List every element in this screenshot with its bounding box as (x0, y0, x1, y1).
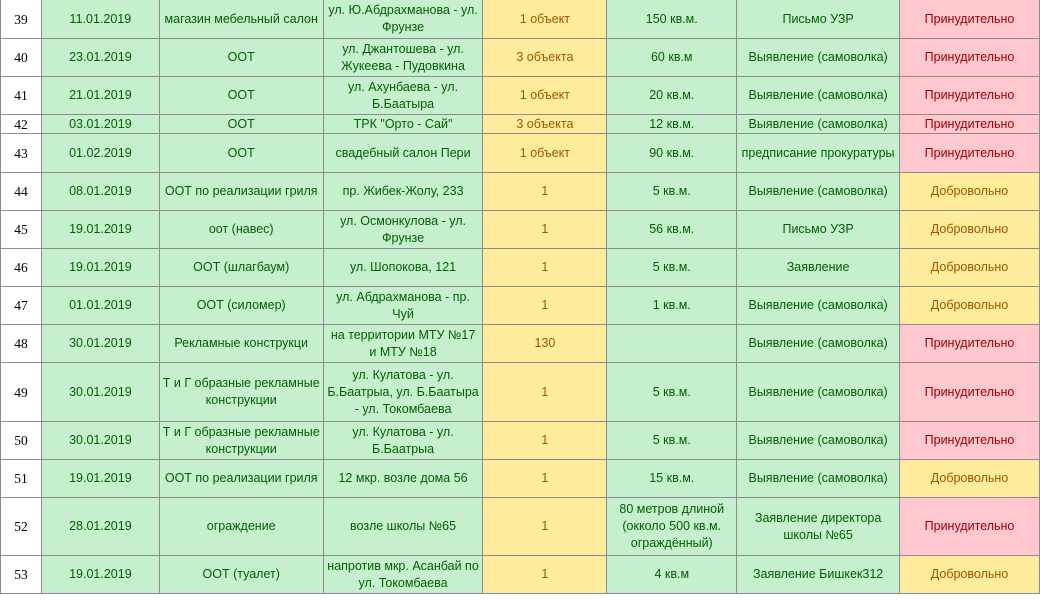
address-cell[interactable]: напротив мкр. Асанбай по ул. Токомбаева (323, 556, 483, 594)
quantity-cell[interactable]: 1 объект (483, 0, 607, 39)
object-cell[interactable]: Т и Г образные рекламные конструкции (159, 422, 323, 460)
address-cell[interactable]: ул. Ю.Абдрахманова - ул. Фрунзе (323, 0, 483, 39)
basis-cell[interactable]: Выявление (самоволка) (737, 325, 900, 363)
row-number[interactable]: 46 (1, 249, 42, 287)
table-row[interactable] (1, 498, 1040, 556)
quantity-cell[interactable]: 3 объекта (483, 115, 607, 134)
mode-cell[interactable]: Добровольно (900, 173, 1040, 211)
row-number[interactable]: 44 (1, 173, 42, 211)
date-cell[interactable]: 30.01.2019 (41, 422, 159, 460)
address-cell[interactable]: ул. Осмонкулова - ул. Фрунзе (323, 211, 483, 249)
table-row[interactable] (1, 556, 1040, 594)
area-cell[interactable]: 56 кв.м. (607, 211, 737, 249)
area-cell[interactable]: 4 кв.м (607, 556, 737, 594)
mode-cell[interactable]: Добровольно (900, 211, 1040, 249)
row-number[interactable]: 52 (1, 498, 42, 556)
date-cell[interactable]: 21.01.2019 (41, 77, 159, 115)
object-cell[interactable]: ООТ (туалет) (159, 556, 323, 594)
area-cell[interactable]: 5 кв.м. (607, 363, 737, 422)
quantity-cell[interactable]: 1 (483, 287, 607, 325)
quantity-cell[interactable]: 1 (483, 460, 607, 498)
area-cell[interactable]: 1 кв.м. (607, 287, 737, 325)
quantity-cell[interactable]: 1 (483, 211, 607, 249)
table-row[interactable] (1, 115, 1040, 134)
date-cell[interactable]: 11.01.2019 (41, 0, 159, 39)
date-cell[interactable]: 19.01.2019 (41, 211, 159, 249)
quantity-cell[interactable]: 1 (483, 556, 607, 594)
table-row[interactable] (1, 39, 1040, 77)
address-cell[interactable]: ТРК "Орто - Сай" (323, 115, 483, 134)
object-cell[interactable]: ООТ (шлагбаум) (159, 249, 323, 287)
date-cell[interactable]: 01.02.2019 (41, 134, 159, 173)
basis-cell[interactable]: предписание прокуратуры (737, 134, 900, 173)
area-cell[interactable]: 90 кв.м. (607, 134, 737, 173)
table-row[interactable] (1, 173, 1040, 211)
object-cell[interactable]: Рекламные конструкци (159, 325, 323, 363)
basis-cell[interactable]: Заявление Бишкек312 (737, 556, 900, 594)
basis-cell[interactable]: Выявление (самоволка) (737, 173, 900, 211)
table-row[interactable] (1, 134, 1040, 173)
address-cell[interactable]: возле школы №65 (323, 498, 483, 556)
table-row[interactable] (1, 211, 1040, 249)
object-cell[interactable]: магазин мебельный салон (159, 0, 323, 39)
row-number[interactable]: 42 (1, 115, 42, 134)
date-cell[interactable]: 19.01.2019 (41, 556, 159, 594)
area-cell[interactable]: 150 кв.м. (607, 0, 737, 39)
mode-cell[interactable]: Добровольно (900, 287, 1040, 325)
table-row[interactable] (1, 460, 1040, 498)
date-cell[interactable]: 28.01.2019 (41, 498, 159, 556)
quantity-cell[interactable]: 1 (483, 422, 607, 460)
date-cell[interactable]: 30.01.2019 (41, 325, 159, 363)
quantity-cell[interactable]: 3 объекта (483, 39, 607, 77)
area-cell[interactable]: 5 кв.м. (607, 249, 737, 287)
date-cell[interactable]: 19.01.2019 (41, 460, 159, 498)
row-number[interactable]: 48 (1, 325, 42, 363)
row-number[interactable]: 51 (1, 460, 42, 498)
table-row[interactable] (1, 0, 1040, 39)
address-cell[interactable]: ул. Абдрахманова - пр. Чуй (323, 287, 483, 325)
object-cell[interactable]: ООТ по реализации гриля (159, 173, 323, 211)
basis-cell[interactable]: Письмо УЗР (737, 0, 900, 39)
date-cell[interactable]: 08.01.2019 (41, 173, 159, 211)
date-cell[interactable]: 03.01.2019 (41, 115, 159, 134)
row-number[interactable]: 50 (1, 422, 42, 460)
table-row[interactable] (1, 422, 1040, 460)
date-cell[interactable]: 23.01.2019 (41, 39, 159, 77)
quantity-cell[interactable]: 130 (483, 325, 607, 363)
object-cell[interactable]: ограждение (159, 498, 323, 556)
area-cell[interactable] (607, 325, 737, 363)
mode-cell[interactable]: Принудительно (900, 0, 1040, 39)
quantity-cell[interactable]: 1 объект (483, 77, 607, 115)
basis-cell[interactable]: Выявление (самоволка) (737, 422, 900, 460)
basis-cell[interactable]: Выявление (самоволка) (737, 363, 900, 422)
table-row[interactable] (1, 325, 1040, 363)
quantity-cell[interactable]: 1 (483, 498, 607, 556)
quantity-cell[interactable]: 1 (483, 363, 607, 422)
object-cell[interactable]: оот (навес) (159, 211, 323, 249)
area-cell[interactable]: 20 кв.м. (607, 77, 737, 115)
mode-cell[interactable]: Принудительно (900, 77, 1040, 115)
mode-cell[interactable]: Принудительно (900, 363, 1040, 422)
area-cell[interactable]: 60 кв.м (607, 39, 737, 77)
address-cell[interactable]: 12 мкр. возле дома 56 (323, 460, 483, 498)
area-cell[interactable]: 12 кв.м. (607, 115, 737, 134)
address-cell[interactable]: ул. Ахунбаева - ул. Б.Баатыра (323, 77, 483, 115)
quantity-cell[interactable]: 1 (483, 249, 607, 287)
object-cell[interactable]: Т и Г образные рекламные конструкции (159, 363, 323, 422)
row-number[interactable]: 45 (1, 211, 42, 249)
address-cell[interactable]: свадебный салон Пери (323, 134, 483, 173)
row-number[interactable]: 53 (1, 556, 42, 594)
address-cell[interactable]: ул. Кулатова - ул. Б.Баатрыа (323, 422, 483, 460)
mode-cell[interactable]: Добровольно (900, 249, 1040, 287)
quantity-cell[interactable]: 1 (483, 173, 607, 211)
address-cell[interactable]: ул. Шопокова, 121 (323, 249, 483, 287)
mode-cell[interactable]: Принудительно (900, 115, 1040, 134)
basis-cell[interactable]: Выявление (самоволка) (737, 77, 900, 115)
object-cell[interactable]: ООТ (159, 77, 323, 115)
object-cell[interactable]: ООТ по реализации гриля (159, 460, 323, 498)
area-cell[interactable]: 5 кв.м. (607, 173, 737, 211)
date-cell[interactable]: 19.01.2019 (41, 249, 159, 287)
row-number[interactable]: 49 (1, 363, 42, 422)
mode-cell[interactable]: Принудительно (900, 325, 1040, 363)
row-number[interactable]: 47 (1, 287, 42, 325)
area-cell[interactable]: 5 кв.м. (607, 422, 737, 460)
table-row[interactable] (1, 287, 1040, 325)
mode-cell[interactable]: Принудительно (900, 422, 1040, 460)
object-cell[interactable]: ООТ (159, 115, 323, 134)
row-number[interactable]: 39 (1, 0, 42, 39)
object-cell[interactable]: ООТ (159, 134, 323, 173)
basis-cell[interactable]: Выявление (самоволка) (737, 287, 900, 325)
area-cell[interactable]: 80 метров длиной (окколо 500 кв.м. ограждённый) (607, 498, 737, 556)
basis-cell[interactable]: Выявление (самоволка) (737, 39, 900, 77)
address-cell[interactable]: ул. Джантошева - ул. Жукеева - Пудовкина (323, 39, 483, 77)
row-number[interactable]: 41 (1, 77, 42, 115)
area-cell[interactable]: 15 кв.м. (607, 460, 737, 498)
basis-cell[interactable]: Выявление (самоволка) (737, 115, 900, 134)
date-cell[interactable]: 01.01.2019 (41, 287, 159, 325)
row-number[interactable]: 43 (1, 134, 42, 173)
address-cell[interactable]: на территории МТУ №17 и МТУ №18 (323, 325, 483, 363)
row-number[interactable]: 40 (1, 39, 42, 77)
mode-cell[interactable]: Принудительно (900, 39, 1040, 77)
quantity-cell[interactable]: 1 объект (483, 134, 607, 173)
address-cell[interactable]: ул. Кулатова - ул. Б.Баатрыа, ул. Б.Баатыра - ул. Токомбаева (323, 363, 483, 422)
table-row[interactable] (1, 249, 1040, 287)
object-cell[interactable]: ООТ (159, 39, 323, 77)
mode-cell[interactable]: Добровольно (900, 556, 1040, 594)
basis-cell[interactable]: Заявление директора школы №65 (737, 498, 900, 556)
mode-cell[interactable]: Принудительно (900, 134, 1040, 173)
date-cell[interactable]: 30.01.2019 (41, 363, 159, 422)
basis-cell[interactable]: Письмо УЗР (737, 211, 900, 249)
mode-cell[interactable]: Добровольно (900, 460, 1040, 498)
table-body (1, 0, 1040, 594)
object-cell[interactable]: ООТ (силомер) (159, 287, 323, 325)
table-row[interactable] (1, 363, 1040, 422)
basis-cell[interactable]: Выявление (самоволка) (737, 460, 900, 498)
table-row[interactable] (1, 77, 1040, 115)
address-cell[interactable]: пр. Жибек-Жолу, 233 (323, 173, 483, 211)
basis-cell[interactable]: Заявление (737, 249, 900, 287)
mode-cell[interactable]: Принудительно (900, 498, 1040, 556)
